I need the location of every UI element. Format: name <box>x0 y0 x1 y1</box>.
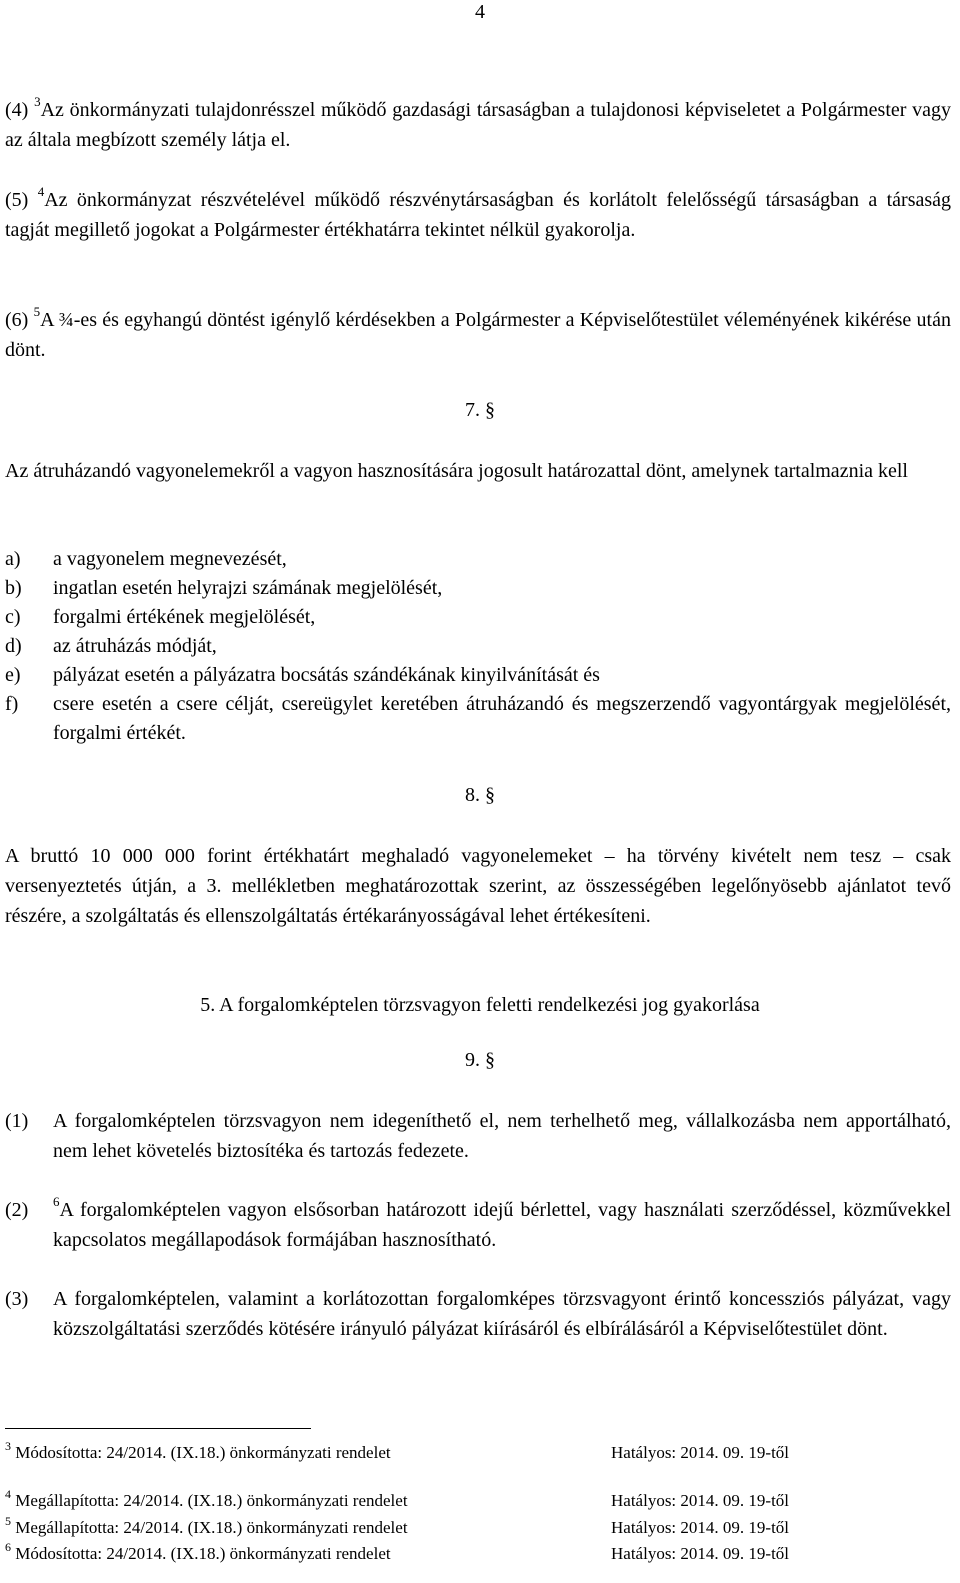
footnote-text: Módosította: 24/2014. (IX.18.) önkormányzati rendelet <box>15 1443 391 1462</box>
footnote-number: 6 <box>5 1540 11 1554</box>
list-item-text: pályázat esetén a pályázatra bocsátás szándékának kinyilvánítását és <box>53 664 600 686</box>
list-item <box>5 661 951 690</box>
list-item <box>5 603 951 632</box>
list-item <box>5 690 951 748</box>
list-item-text: forgalmi értékének megjelölését, <box>53 606 316 628</box>
section-7-heading: 7. § <box>465 399 495 421</box>
footnote-effective: Hatályos: 2014. 09. 19-től <box>611 1518 790 1537</box>
list-item-text: a vagyonelem megnevezését, <box>53 548 287 570</box>
list-item-label: d) <box>5 635 22 657</box>
list-item-label: c) <box>5 606 21 628</box>
paragraph-text: A forgalomképtelen törzsvagyon nem idegeníthető el, nem terhelhető meg, vállalkozásba nem apportálható, nem lehet követelés biztosítéka és tartozás fedezete. <box>53 1110 951 1162</box>
paragraph-4 <box>5 95 951 155</box>
section-9-heading: 9. § <box>465 1049 495 1071</box>
footnote-number: 3 <box>5 1439 11 1453</box>
list-item-label: b) <box>5 577 22 599</box>
chapter-5-title: 5. A forgalomképtelen törzsvagyon feletti rendelkezési jog gyakorlása <box>200 994 760 1016</box>
footnote-text: Módosította: 24/2014. (IX.18.) önkormányzati rendelet <box>15 1544 391 1563</box>
footnote-ref-3: 3 <box>34 94 41 109</box>
list-item-text: ingatlan esetén helyrajzi számának megjelölését, <box>53 577 443 599</box>
list-item <box>5 632 951 661</box>
section-7-intro: Az átruházandó vagyonelemekről a vagyon hasznosítására jogosult határozattal dönt, amelynek tartalmaznia kell <box>5 460 908 482</box>
paragraph-label: (1) <box>5 1110 29 1132</box>
paragraph-text: A forgalomképtelen, valamint a korlátozottan forgalomképes törzsvagyont érintő koncessziós pályázat, vagy közszolgáltatási szerződés kötésére irányuló pályázat kiírásáról és elbírálásáról a Képviselőtestület dönt. <box>53 1288 951 1340</box>
footnote-ref-5: 5 <box>33 304 41 319</box>
footnote-text: Megállapította: 24/2014. (IX.18.) önkormányzati rendelet <box>15 1491 408 1510</box>
paragraph-4-text: Az önkormányzati tulajdonrésszel működő gazdasági társaságban a tulajdonosi képviseletet a Polgármester vagy az általa megbízott személy látja el. <box>5 99 952 151</box>
section-7-list <box>5 545 951 748</box>
list-item <box>5 545 951 574</box>
paragraph-label: (2) <box>5 1199 29 1221</box>
paragraph-6-label: (6) <box>5 309 29 331</box>
section-8-text: A bruttó 10 000 000 forint értékhatárt meghaladó vagyonelemeket – ha törvény kivételt nem tesz – csak versenyeztetés útján, a 3. mellékletben meghatározottak szerint, az összességében legelőnyösebb ajánlatot tevő részére, a szolgáltatás és ellenszolgáltatás értékarányosságával lehet értékesíteni. <box>5 845 951 927</box>
footnote-ref-6: 6 <box>53 1194 60 1209</box>
list-item-label: f) <box>5 693 19 715</box>
paragraph-text: A forgalomképtelen vagyon elsősorban határozott idejű bérlettel, vagy használati szerződéssel, közművekkel kapcsolatos megállapodások formájában hasznosítható. <box>53 1199 951 1251</box>
footnote <box>5 1439 951 1464</box>
footnote-separator <box>5 1428 311 1429</box>
list-item-text: az átruházás módját, <box>53 635 217 657</box>
paragraph-5-text: Az önkormányzat részvételével működő részvénytársaságban és korlátolt felelősségű társaságban a társaság tagját megillető jogokat a Polgármester értékhatárra tekintet nélkül gyakorolja. <box>5 189 952 241</box>
section-8-heading: 8. § <box>465 784 495 806</box>
section-9-paragraph-2 <box>5 1195 951 1255</box>
paragraph-5-label: (5) <box>5 189 29 211</box>
paragraph-4-label: (4) <box>5 99 29 121</box>
footnote <box>5 1487 951 1512</box>
footnote <box>5 1540 951 1565</box>
paragraph-6-text: A ¾-es és egyhangú döntést igénylő kérdésekben a Polgármester a Képviselőtestület véleményének kikérése után dönt. <box>5 309 951 361</box>
section-9-paragraph-1 <box>5 1106 951 1166</box>
list-item-label: a) <box>5 548 21 570</box>
footnote-number: 4 <box>5 1487 11 1501</box>
paragraph-5 <box>5 185 951 245</box>
footnote-ref-4: 4 <box>37 184 45 199</box>
footnote-number: 5 <box>5 1514 11 1528</box>
list-item-text: csere esetén a csere célját, csereügylet keretében átruházandó és megszerzendő vagyontárgyak megjelölését, forgalmi értékét. <box>53 693 951 744</box>
footnote-effective: Hatályos: 2014. 09. 19-től <box>611 1544 790 1563</box>
list-item <box>5 574 951 603</box>
list-item-label: e) <box>5 664 21 686</box>
page-number: 4 <box>475 1 485 23</box>
section-9-paragraph-3 <box>5 1284 951 1344</box>
paragraph-label: (3) <box>5 1288 29 1310</box>
footnote-effective: Hatályos: 2014. 09. 19-től <box>611 1491 790 1510</box>
footnote-effective: Hatályos: 2014. 09. 19-től <box>611 1443 790 1462</box>
footnote <box>5 1514 951 1539</box>
paragraph-6 <box>5 305 951 365</box>
footnote-text: Megállapította: 24/2014. (IX.18.) önkormányzati rendelet <box>15 1518 408 1537</box>
